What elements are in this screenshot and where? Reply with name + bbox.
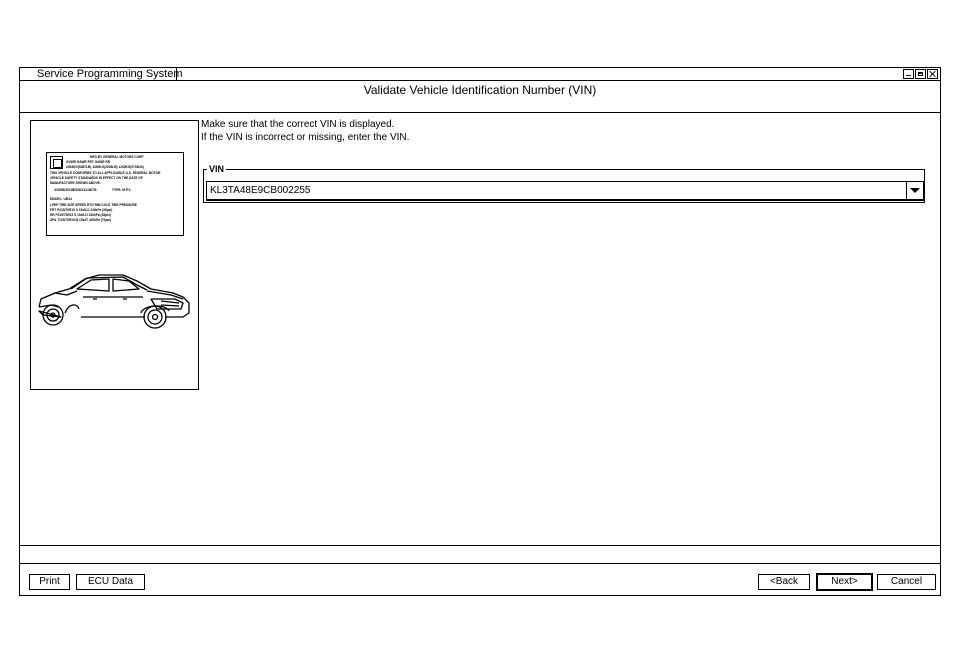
vin-combobox[interactable] (206, 181, 924, 201)
label-tire-row: SPA T125/70R15 M 15x4T 420kPa (70psi) (50, 218, 112, 222)
status-bar (20, 545, 940, 564)
label-model: MODEL: UM14 (50, 197, 72, 201)
gm-logo-icon (50, 156, 63, 169)
instructions (201, 118, 409, 144)
back-button[interactable]: <Back (758, 574, 810, 590)
label-line: MFD BY GENERAL MOTORS CORP (90, 155, 144, 159)
title-bar (20, 68, 940, 81)
label-tire-header: LPEP TIRE SIZE SPEED RTG RIM COLD TIRE PRESSURE (50, 203, 137, 207)
main-window (19, 67, 941, 596)
close-icon[interactable] (927, 69, 938, 79)
label-line: 2494KG(5487LB) 1330KG(2926LB) 1230KG(2706LB) (66, 165, 144, 169)
minimize-icon[interactable] (903, 69, 914, 79)
label-line: VEHICLE SAFETY STANDARDS IN EFFECT ON THE DATE OF (50, 176, 143, 180)
window-title: Service Programming System (37, 68, 183, 80)
label-vin: 1GMDX03E8XD124678 (54, 187, 97, 192)
instruction-line: If the VIN is incorrect or missing, enter the VIN. (201, 132, 410, 143)
title-tab-divider (176, 68, 177, 81)
vin-label: VIN (209, 164, 225, 174)
cancel-button[interactable]: Cancel (877, 574, 936, 590)
ecu-data-button[interactable]: ECU Data (76, 574, 145, 590)
label-tire-row: FRT P215/70R15 S 15x6JJ 240kPa (35psi) (50, 208, 113, 212)
maximize-icon[interactable] (915, 69, 926, 79)
vin-location-image (30, 120, 199, 390)
chevron-down-icon[interactable] (906, 182, 923, 199)
label-line: THIS VEHICLE CONFORMS TO ALL APPLICABLE U.S. FEDERAL MOTOR (50, 171, 161, 175)
label-tire-row: RR P215/70R15 S 15x6JJ 240kPa (35psi) (50, 213, 111, 217)
label-type: TYPE: M.P.V. (112, 188, 132, 192)
print-button[interactable]: Print (29, 574, 70, 590)
vin-value[interactable]: KL3TA48E9CB002255 (210, 185, 311, 196)
car-illustration (33, 269, 193, 333)
vehicle-certification-label (46, 152, 184, 236)
instruction-line: Make sure that the correct VIN is displayed. (201, 119, 395, 130)
next-button[interactable]: Next> (816, 573, 873, 591)
vin-group-box (203, 164, 925, 203)
page-title: Validate Vehicle Identification Number (VIN) (20, 82, 940, 113)
label-line: MANUFACTURE SHOWN ABOVE. (50, 181, 101, 185)
label-line: GVWR GAWR FRT GAWR RR (66, 160, 111, 164)
window-controls (903, 69, 938, 79)
